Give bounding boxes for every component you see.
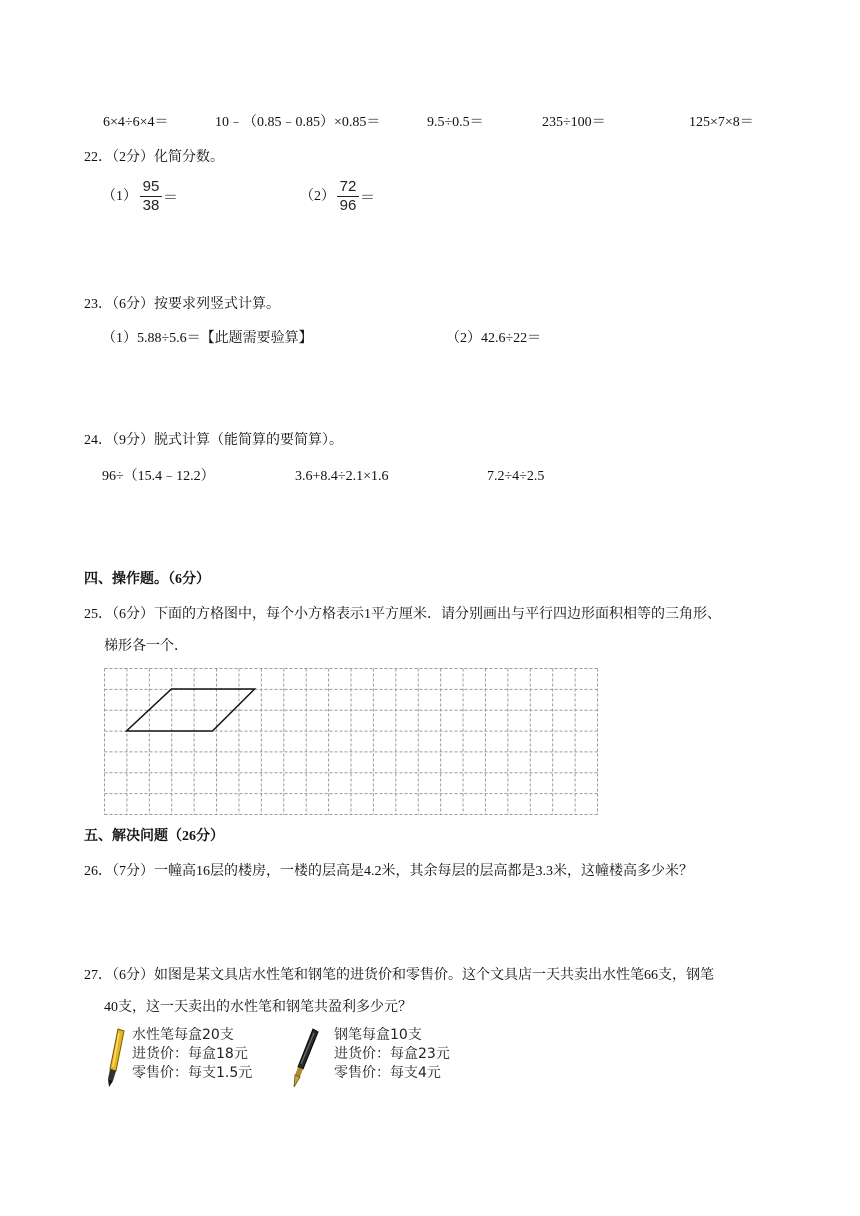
fountain-pen-retail: 零售价：每支4元 — [334, 1065, 441, 1081]
q22-item1-fraction — [140, 179, 162, 214]
q22-item2-fraction — [337, 179, 359, 214]
gel-pen-card — [100, 1027, 276, 1089]
expression-3: 9.5÷0.5＝ — [427, 115, 484, 130]
section-5-title: 五、解决问题（26分） — [84, 829, 224, 844]
gel-pen-retail: 零售价：每支1.5元 — [132, 1065, 253, 1081]
q27-line1: 27．（6分）如图是某文具店水性笔和钢笔的进货价和零售价。这个文具店一天共卖出水性笔66支，钢笔 — [84, 968, 714, 983]
fountain-pen-cost: 进货价：每盒23元 — [334, 1046, 450, 1062]
q27-line2: 40支，这一天卖出的水性笔和钢笔共盈利多少元？ — [104, 1000, 412, 1015]
gel-pen-cost: 进货价：每盒18元 — [132, 1046, 248, 1062]
q24-stem: 24．（9分）脱式计算（能简算的要简算）。 — [84, 433, 343, 448]
fraction-denominator: 96 — [339, 197, 357, 214]
q22-item1-equals: ＝ — [163, 189, 179, 206]
grid-svg — [104, 668, 598, 815]
q25-line1: 25．（6分）下面的方格图中，每个小方格表示1平方厘米．请分别画出与平行四边形面积相等的三角形、 — [84, 607, 721, 622]
gel-pen-title: 水性笔每盒20支 — [132, 1027, 234, 1043]
q23-item2: （2）42.6÷22＝ — [446, 331, 542, 346]
fraction-denominator: 38 — [142, 197, 160, 214]
section-4-title: 四、操作题。（6分） — [84, 572, 210, 587]
q24-item1: 96÷（15.4﹣12.2） — [102, 469, 215, 484]
q22-stem: 22．（2分）化简分数。 — [84, 150, 224, 165]
square-grid — [104, 668, 598, 815]
q22-item2-equals: ＝ — [360, 189, 376, 206]
fraction-numerator: 95 — [142, 178, 160, 195]
q25-line2: 梯形各一个． — [104, 639, 188, 654]
expression-2: 10﹣（0.85﹣0.85）×0.85＝ — [215, 115, 381, 130]
q24-item2: 3.6+8.4÷2.1×1.6 — [295, 469, 389, 484]
q26-text: 26．（7分）一幢高16层的楼房，一楼的层高是4.2米，其余每层的层高都是3.3米，这幢楼高多少米？ — [84, 864, 693, 879]
fountain-pen-title: 钢笔每盒10支 — [334, 1027, 422, 1043]
q22-item2-label: （2） — [300, 189, 335, 204]
fountain-pen-card — [287, 1027, 477, 1089]
q23-stem: 23．（6分）按要求列竖式计算。 — [84, 297, 280, 312]
fraction-numerator: 72 — [339, 178, 357, 195]
expression-4: 235÷100＝ — [542, 115, 606, 130]
q23-item1: （1）5.88÷5.6＝【此题需要验算】 — [102, 331, 313, 346]
expression-5: 125×7×8＝ — [689, 115, 754, 130]
fountain-pen-icon — [287, 1027, 321, 1089]
q22-item1-label: （1） — [102, 189, 137, 204]
q24-item3: 7.2÷4÷2.5 — [487, 469, 545, 484]
expression-1: 6×4÷6×4＝ — [103, 115, 169, 130]
highlighter-pen-icon — [100, 1027, 130, 1089]
